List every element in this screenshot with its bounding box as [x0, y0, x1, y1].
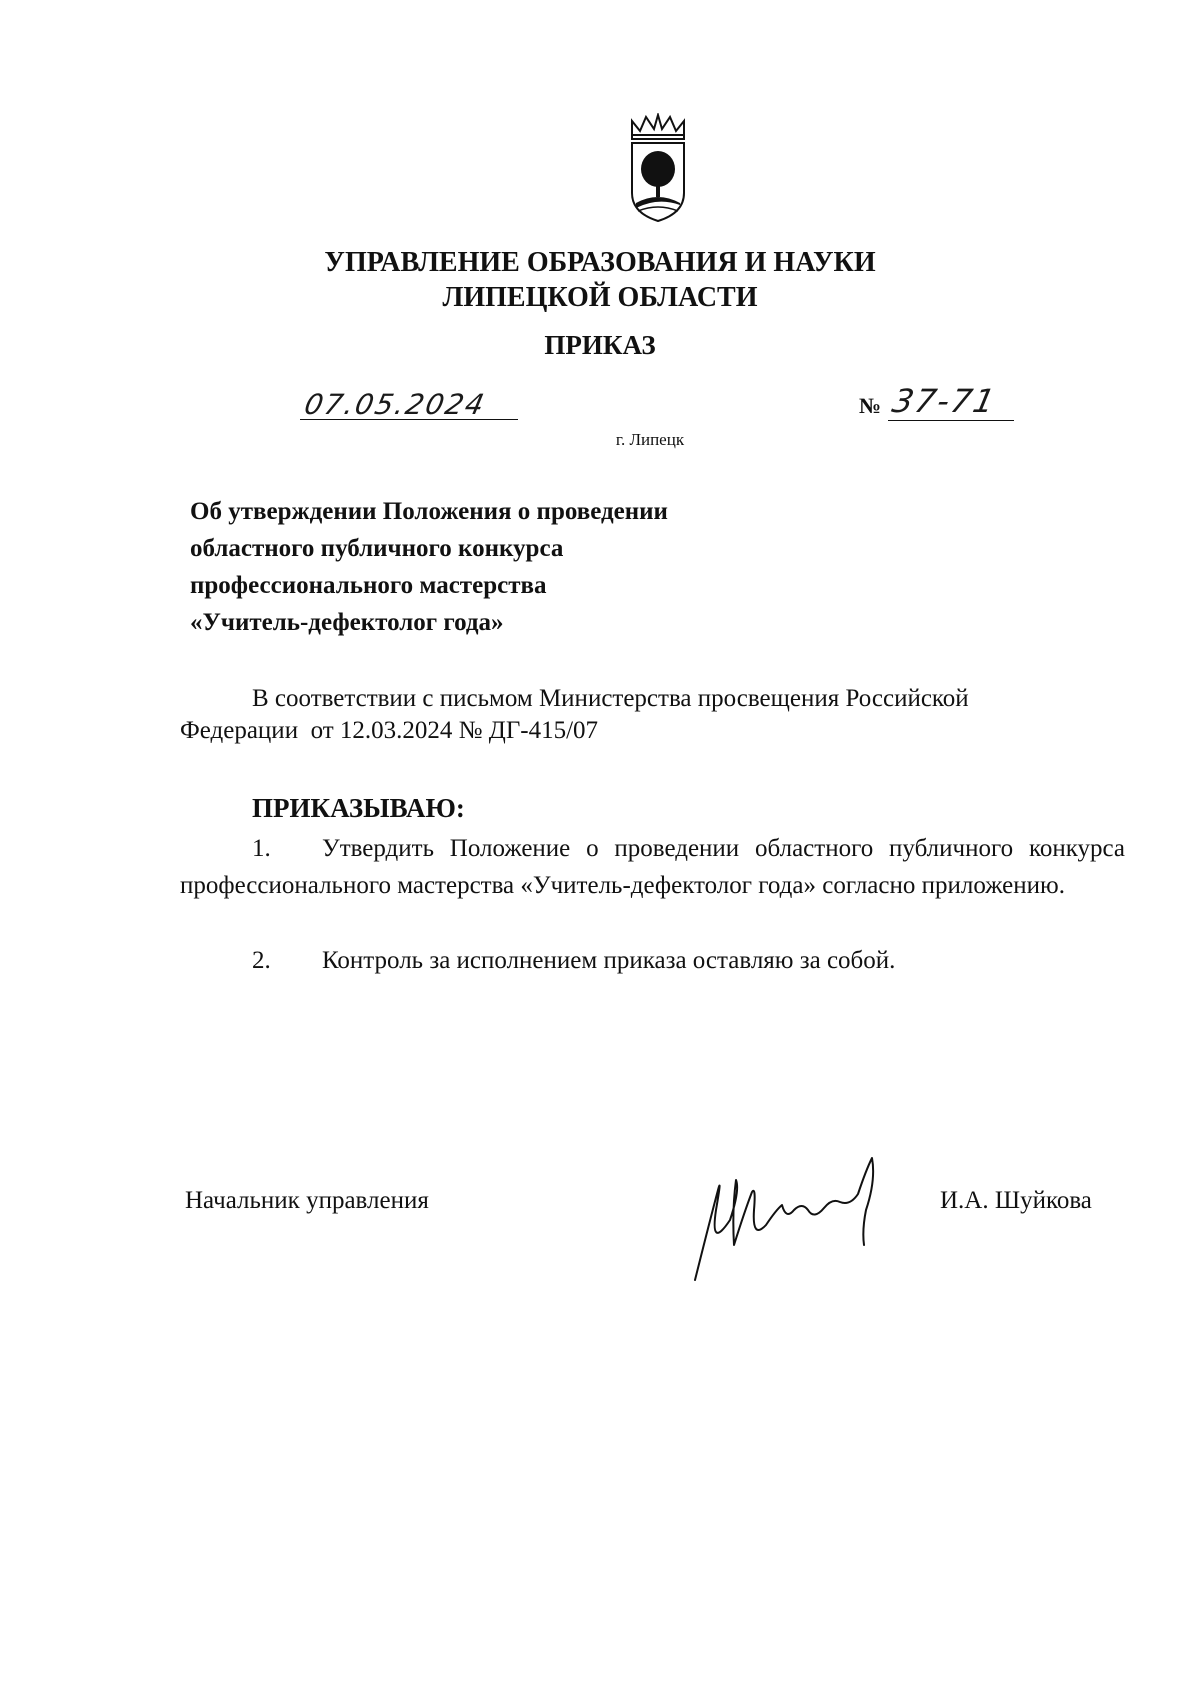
- document-type: ПРИКАЗ: [544, 330, 656, 360]
- order-item: [180, 830, 1125, 904]
- order-subject: [190, 493, 668, 641]
- number-underline: [888, 420, 1014, 421]
- signature-mark: [690, 1150, 910, 1290]
- organization-name-line1: УПРАВЛЕНИЕ ОБРАЗОВАНИЯ И НАУКИ: [324, 247, 876, 278]
- organization-name-line2: ЛИПЕЦКОЙ ОБЛАСТИ: [442, 282, 758, 313]
- item-number: 2.: [252, 947, 271, 974]
- subject-line: Об утверждении Положения о проведении: [190, 498, 668, 525]
- item-number: 1.: [252, 835, 271, 862]
- item-text: Утвердить Положение о проведении областного публичного конкурса профессионального мастерства «Учитель-дефектолог года» согласно приложению.: [180, 835, 1125, 899]
- item-text: Контроль за исполнением приказа оставляю за собой.: [322, 947, 896, 974]
- subject-line: профессионального мастерства: [190, 572, 547, 599]
- city: г. Липецк: [615, 430, 685, 449]
- subject-line: областного публичного конкурса: [190, 535, 564, 562]
- preamble-line1: В соответствии с письмом Министерства просвещения Российской: [252, 685, 969, 712]
- preamble-line2: Федерации от 12.03.2024 № ДГ-415/07: [180, 717, 599, 744]
- signatory-name: И.А. Шуйкова: [940, 1187, 1092, 1214]
- signatory-position: Начальник управления: [185, 1187, 429, 1214]
- subject-line: «Учитель-дефектолог года»: [190, 609, 504, 636]
- document-number: 37-71: [888, 382, 1001, 420]
- document-date: 07.05.2024: [301, 388, 489, 421]
- date-underline: [300, 419, 518, 420]
- coat-of-arms-icon: [624, 113, 692, 225]
- orders-heading: ПРИКАЗЫВАЮ:: [252, 793, 465, 823]
- order-item: [252, 942, 895, 979]
- number-label: №: [859, 393, 882, 418]
